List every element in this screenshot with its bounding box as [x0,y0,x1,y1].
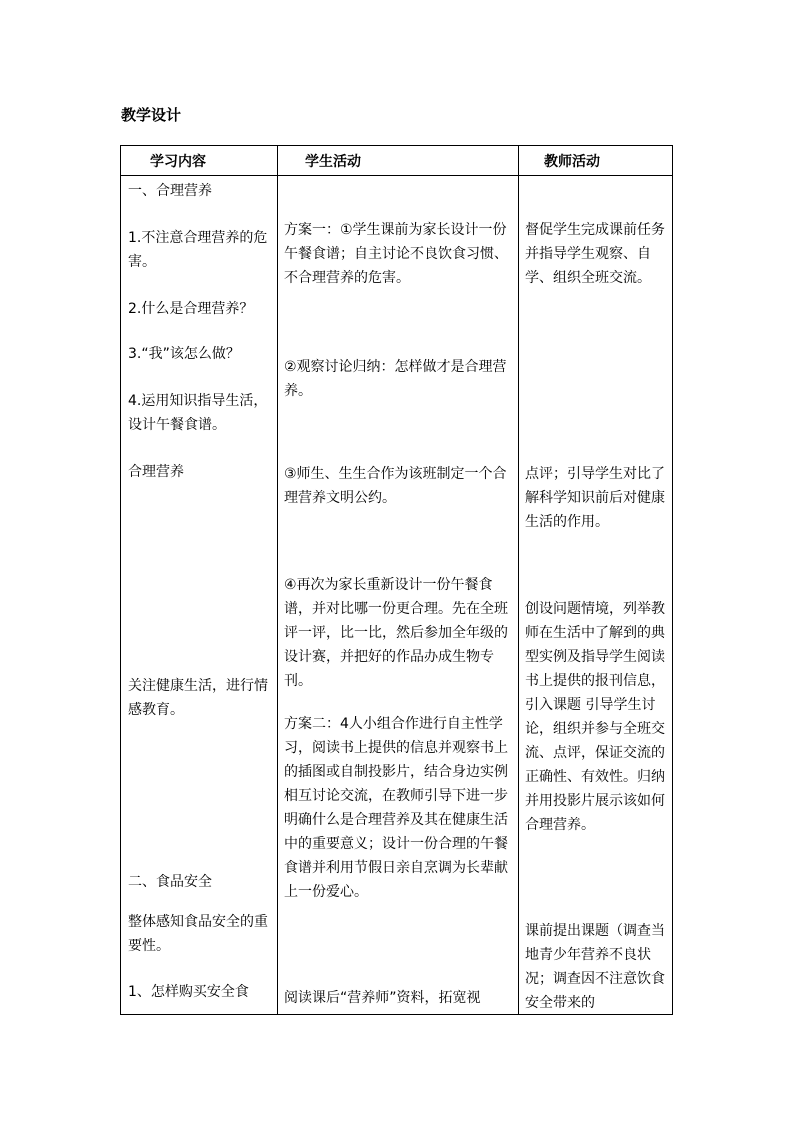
content-item: 1、怎样购买安全食 [128,984,249,1000]
teacher-activity-item: 创设问题情境，列举教师在生活中了解到的典型实例及指导学生阅读书上提供的报刊信息，引入课题 引导学生讨论，组织并参与全班交流、点评，保证交流的正确性、有效性。归纳并用投影片展示该如何合理营养。 [525,601,665,833]
content-item: 3.“我”该怎么做？ [128,346,240,362]
content-item: 合理营养 [128,464,184,480]
student-activity-item: ③师生、生生合作为该班制定一个合理营养文明公约。 [284,466,507,506]
student-activity-item: 阅读课后“营养师”资料，拓宽视 [284,990,481,1006]
teacher-activity-item: 点评；引导学生对比了解科学知识前后对健康生活的作用。 [525,466,665,530]
student-activity-item: ②观察讨论归纳：怎样做才是合理营养。 [284,359,507,399]
teacher-activity-item: 督促学生完成课前任务并指导学生观察、自学、组织全班交流。 [525,222,665,286]
content-section-nutrition: 一、合理营养 [128,183,212,199]
header-content: 学习内容 [150,154,206,170]
document-title: 教学设计 [121,106,182,124]
student-activity-item: 方案一：①学生课前为家长设计一份午餐食谱；自主讨论不良饮食习惯、不合理营养的危害。 [284,222,508,286]
content-item: 2.什么是合理营养？ [128,301,254,317]
header-teacher-activity: 教师活动 [544,154,600,170]
content-section-food-safety: 二、食品安全 [128,874,212,890]
content-item: 整体感知食品安全的重要性。 [128,914,268,954]
teacher-activity-item: 课前提出课题（调查当地青少年营养不良状况；调查因不注意饮食安全带来的 [525,923,665,1011]
lesson-design-table [120,145,673,1015]
header-student-activity: 学生活动 [305,154,361,170]
content-item: 关注健康生活，进行情感教育。 [128,678,268,718]
column-divider [518,146,519,1014]
header-divider [121,175,672,176]
student-activity-item: ④再次为家长重新设计一份午餐食谱，并对比哪一份更合理。先在全班评一评，比一比，然后参加全年级的设计赛，并把好的作品办成生物专刊。 [284,577,508,689]
column-divider [277,146,278,1014]
student-activity-item: 方案二：4人小组合作进行自主性学习，阅读书上提供的信息并观察书上的插图或自制投影片，结合身边实例相互讨论交流，在教师引导下进一步明确什么是合理营养及其在健康生活中的重要意义；设计一份合理的午餐食谱并利用节假日亲自烹调为长辈献上一份爱心。 [284,716,508,900]
content-item: 4.运用知识指导生活，设计午餐食谱。 [128,393,268,433]
content-item: 1.不注意合理营养的危害。 [128,230,268,270]
